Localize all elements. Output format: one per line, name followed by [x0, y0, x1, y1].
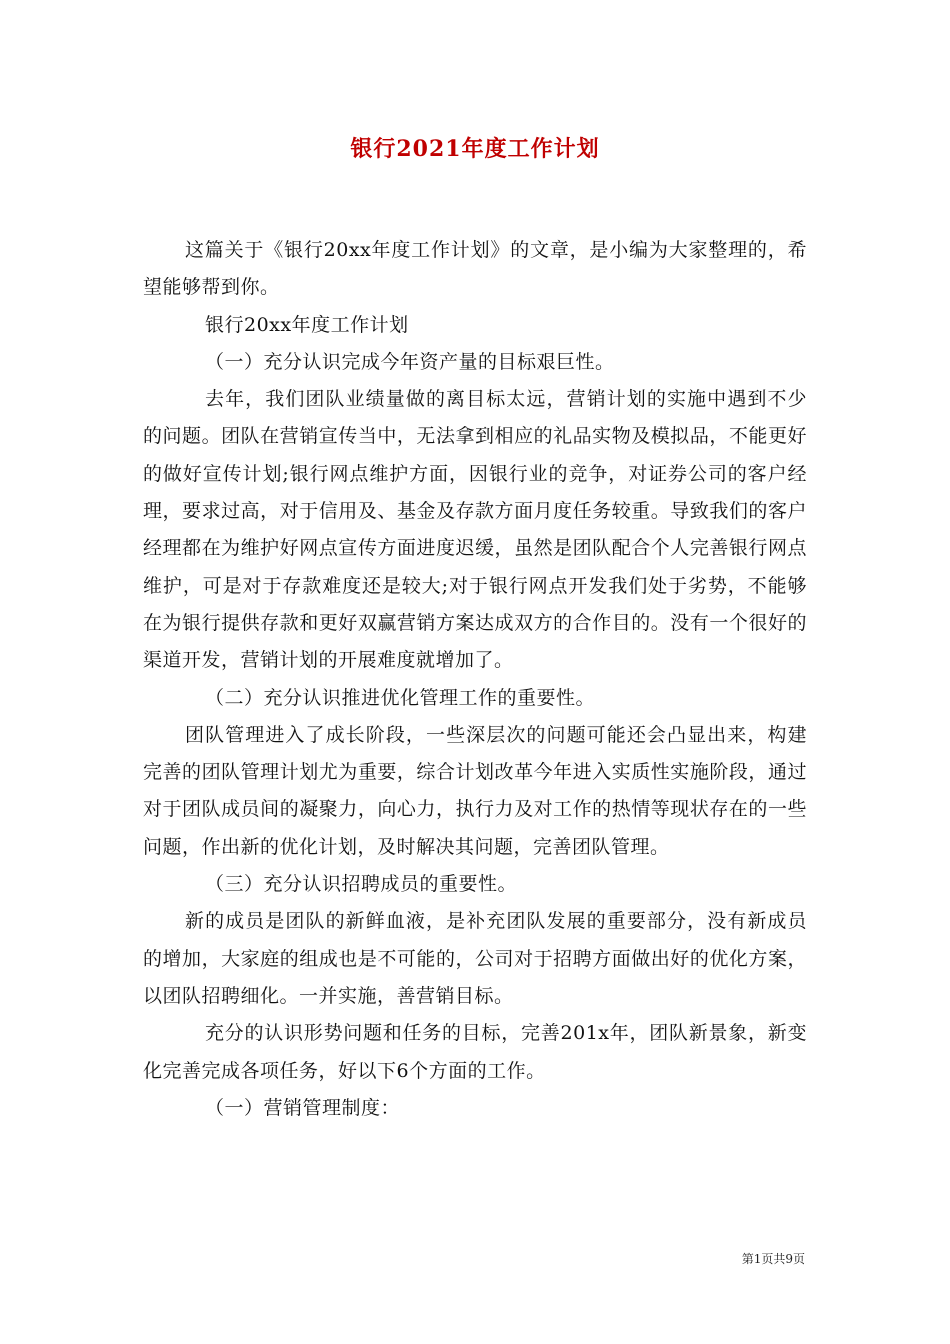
plan-heading: 银行20xx年度工作计划: [205, 313, 409, 336]
section-heading-3: （三）充分认识招聘成员的重要性。: [205, 873, 518, 896]
subsection-heading-1: （一）营销管理制度：: [205, 1096, 401, 1119]
section-paragraph-2: 团队管理进入了成长阶段，一些深层次的问题可能还会凸显出来，构建完善的团队管理计划尤为重要，综合计划改革今年进入实质性实施阶段，通过对于团队成员间的凝聚力，向心力，执行力及对工作的热情等现状存在的一些问题，作出新的优化计划，及时解决其问题，完善团队管理。: [143, 723, 807, 858]
summary-paragraph: 充分的认识形势问题和任务的目标，完善201x年，团队新景象，新变化完善完成各项任务，好以下6个方面的工作。: [143, 1022, 807, 1082]
section-heading-1: （一）充分认识完成今年资产量的目标艰巨性。: [205, 350, 615, 373]
section-paragraph-1: 去年，我们团队业绩量做的离目标太远，营销计划的实施中遇到不少的问题。团队在营销宣传当中，无法拿到相应的礼品实物及模拟品，不能更好的做好宣传计划;银行网点维护方面，因银行业的竞争，对证券公司的客户经理，要求过高，对于信用及、基金及存款方面月度任务较重。导致我们的客户经理都在为维护好网点宣传方面进度迟缓，虽然是团队配合个人完善银行网点维护，可是对于存款难度还是较大;对于银行网点开发我们处于劣势，不能够在为银行提供存款和更好双赢营销方案达成双方的合作目的。没有一个很好的渠道开发，营销计划的开展难度就增加了。: [143, 388, 807, 672]
document-body: [143, 232, 807, 1127]
document-title: 银行2021年度工作计划: [350, 136, 600, 162]
intro-paragraph: 这篇关于《银行20xx年度工作计划》的文章，是小编为大家整理的，希望能够帮到你。: [143, 239, 807, 299]
page-number: 第1页共9页: [741, 1252, 805, 1266]
section-heading-2: （二）充分认识推进优化管理工作的重要性。: [205, 686, 596, 709]
section-paragraph-3: 新的成员是团队的新鲜血液，是补充团队发展的重要部分，没有新成员的增加，大家庭的组成也是不可能的，公司对于招聘方面做出好的优化方案，以团队招聘细化。一并实施，善营销目标。: [143, 910, 807, 1007]
